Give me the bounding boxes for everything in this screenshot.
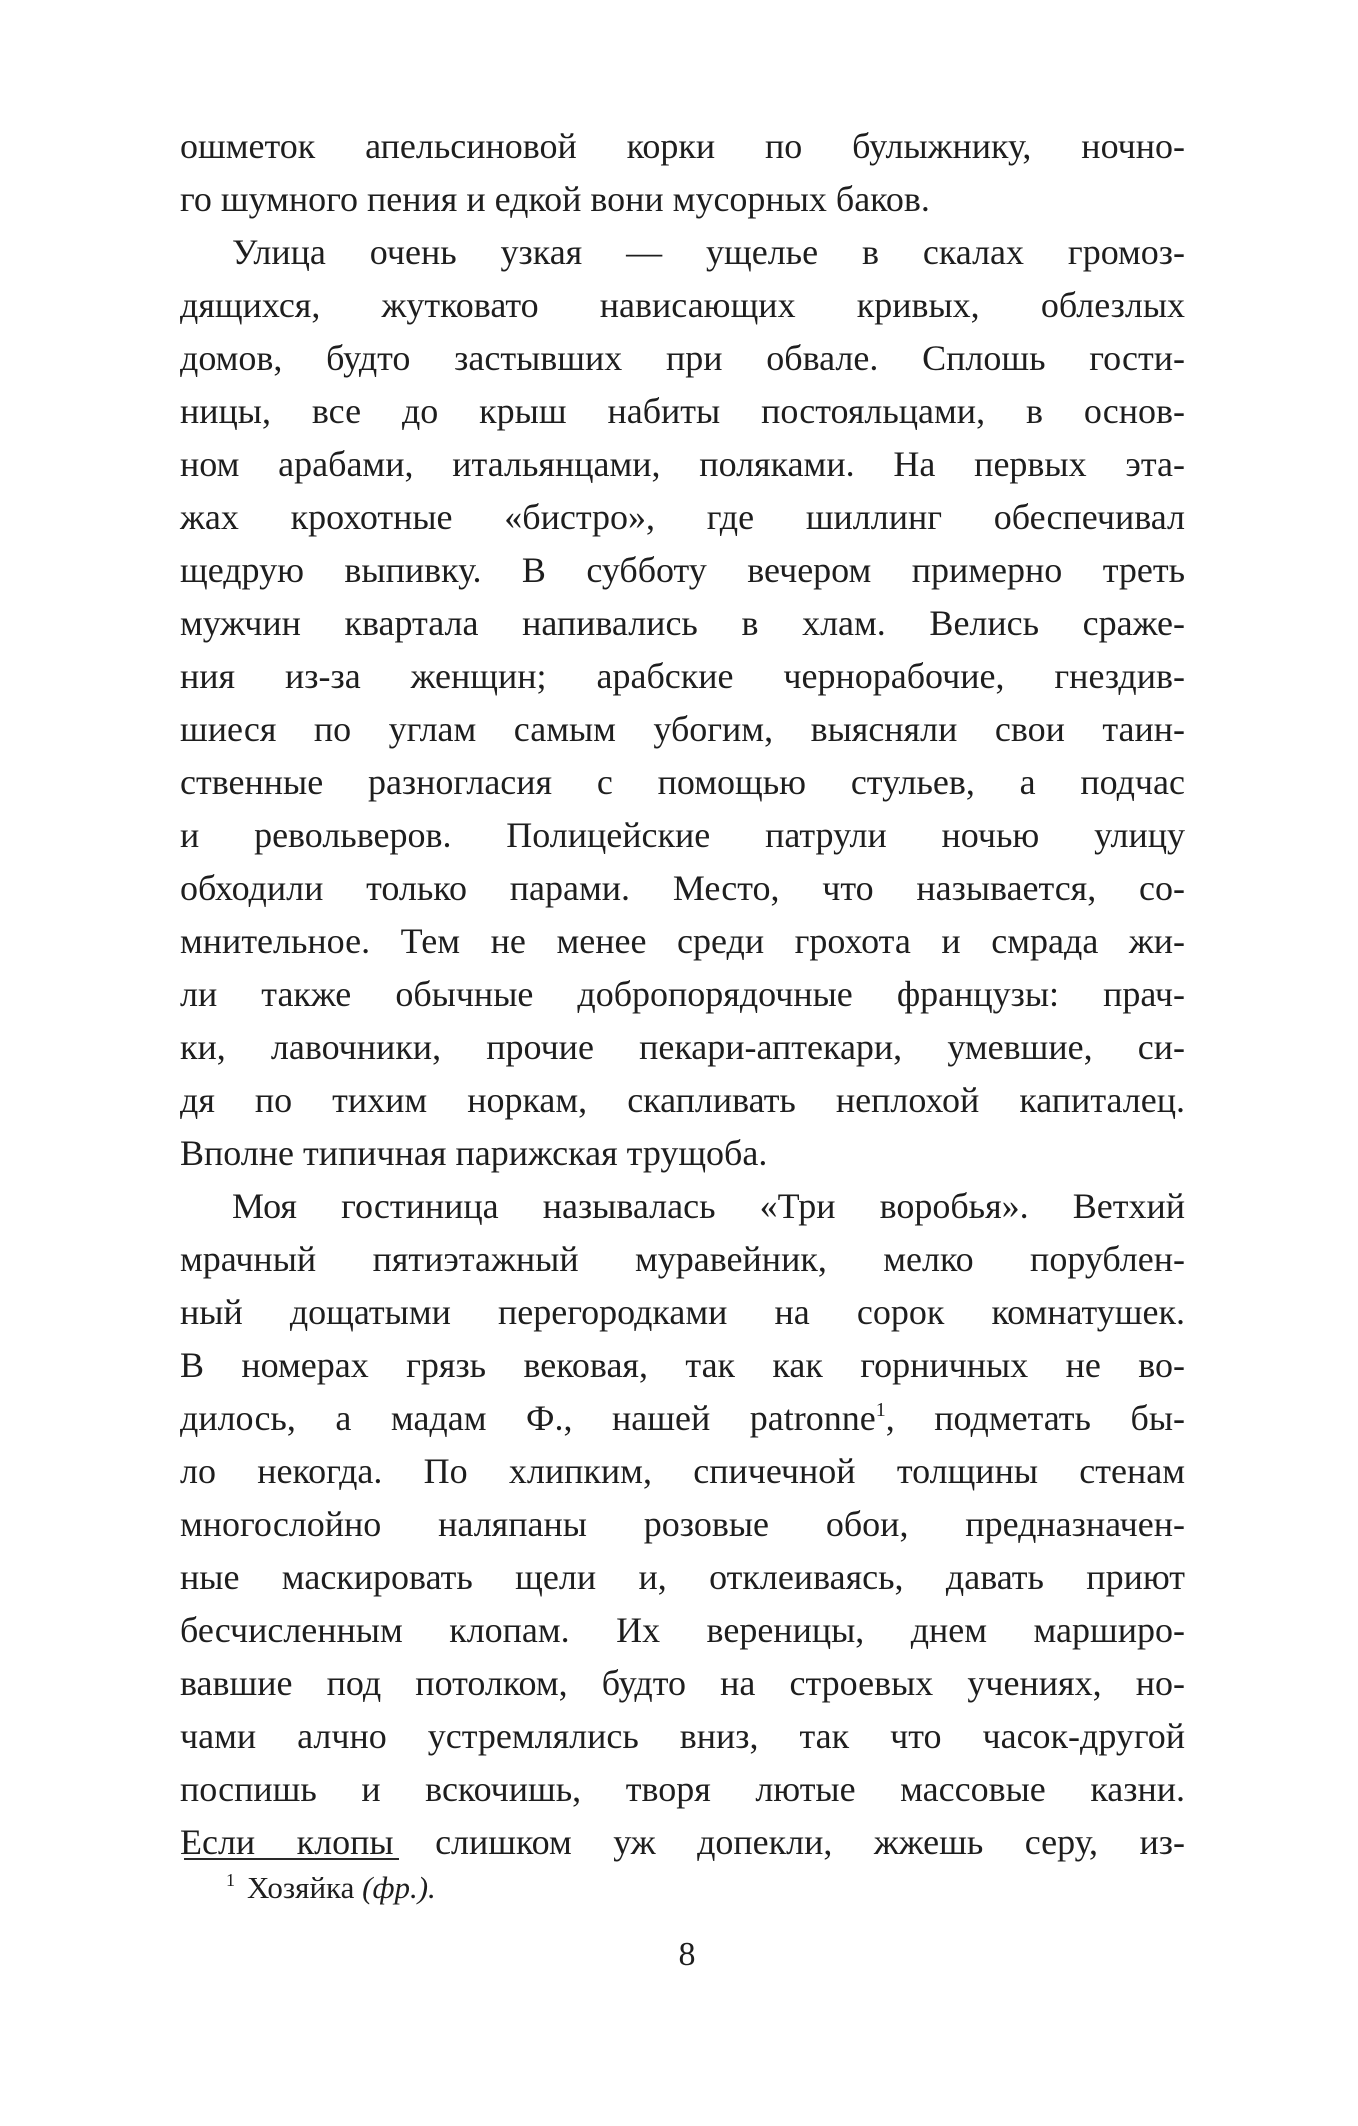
footnote-divider (184, 1858, 399, 1860)
text-line-with-footnote (180, 1392, 1185, 1445)
page-number: 8 (678, 1936, 696, 1973)
text-line: ки, лавочники, прочие пекари-аптекари, умевшие, си- (180, 1027, 1185, 1067)
text-line: вавшие под потолком, будто на строевых учениях, но- (180, 1663, 1185, 1703)
text-line: чами алчно устремлялись вниз, так что часок-другой (180, 1716, 1185, 1756)
text-line: обходили только парами. Место, что называется, со- (180, 868, 1185, 908)
text-line: ния из-за женщин; арабские чернорабочие, гнездив- (180, 656, 1185, 696)
text-line: бесчисленным клопам. Их вереницы, днем марширо- (180, 1610, 1185, 1650)
text-fragment: дилось, а мадам Ф., нашей patronne (180, 1398, 876, 1438)
text-line: ственные разногласия с помощью стульев, а подчас (180, 762, 1185, 802)
footnote-mark: 1 (226, 1870, 235, 1890)
text-line: ошметок апельсиновой корки по булыжнику, ночно- (180, 126, 1185, 166)
text-line: шиеся по углам самым убогим, выясняли свои таин- (180, 709, 1185, 749)
text-line: щедрую выпивку. В субботу вечером примерно треть (180, 550, 1185, 590)
text-line: ницы, все до крыш набиты постояльцами, в основ- (180, 391, 1185, 431)
footnote-text: Хозяйка (247, 1870, 355, 1905)
text-line: ном арабами, итальянцами, поляками. На первых эта- (180, 444, 1185, 484)
text-line: Если клопы слишком уж допекли, жжешь серу, из- (180, 1822, 1185, 1862)
body-text (180, 120, 1185, 1869)
text-line: Улица очень узкая — ущелье в скалах громоз- (232, 232, 1185, 272)
footnote-reference[interactable]: 1 (875, 1399, 886, 1421)
text-line: многослойно наляпаны розовые обои, предназначен- (180, 1504, 1185, 1544)
text-fragment: , подметать бы- (885, 1398, 1185, 1438)
footnote (226, 1862, 436, 1914)
text-line: и револьверов. Полицейские патрули ночью улицу (180, 815, 1185, 855)
text-line: ло некогда. По хлипким, спичечной толщины стенам (180, 1451, 1185, 1491)
text-line: Моя гостиница называлась «Три воробья». Ветхий (232, 1186, 1185, 1226)
text-line: поспишь и вскочишь, творя лютые массовые казни. (180, 1769, 1185, 1809)
text-line: домов, будто застывших при обвале. Сплошь гости- (180, 338, 1185, 378)
text-line: ные маскировать щели и, отклеиваясь, давать приют (180, 1557, 1185, 1597)
text-line: ный дощатыми перегородками на сорок комнатушек. (180, 1292, 1185, 1332)
text-line: ли также обычные добропорядочные французы: прач- (180, 974, 1185, 1014)
text-line: дя по тихим норкам, скапливать неплохой капиталец. (180, 1080, 1185, 1120)
text-line: мнительное. Тем не менее среди грохота и смрада жи- (180, 921, 1185, 961)
text-line: мужчин квартала напивались в хлам. Велись сраже- (180, 603, 1185, 643)
text-line: дящихся, жутковато нависающих кривых, облезлых (180, 285, 1185, 325)
footnote-language: (фр.). (362, 1870, 436, 1905)
text-line: Вполне типичная парижская трущоба. (180, 1133, 768, 1173)
text-line: мрачный пятиэтажный муравейник, мелко порублен- (180, 1239, 1185, 1279)
text-line: В номерах грязь вековая, так как горничных не во- (180, 1345, 1185, 1385)
text-line: жах крохотные «бистро», где шиллинг обеспечивал (180, 497, 1185, 537)
text-line: го шумного пения и едкой вони мусорных баков. (180, 179, 930, 219)
